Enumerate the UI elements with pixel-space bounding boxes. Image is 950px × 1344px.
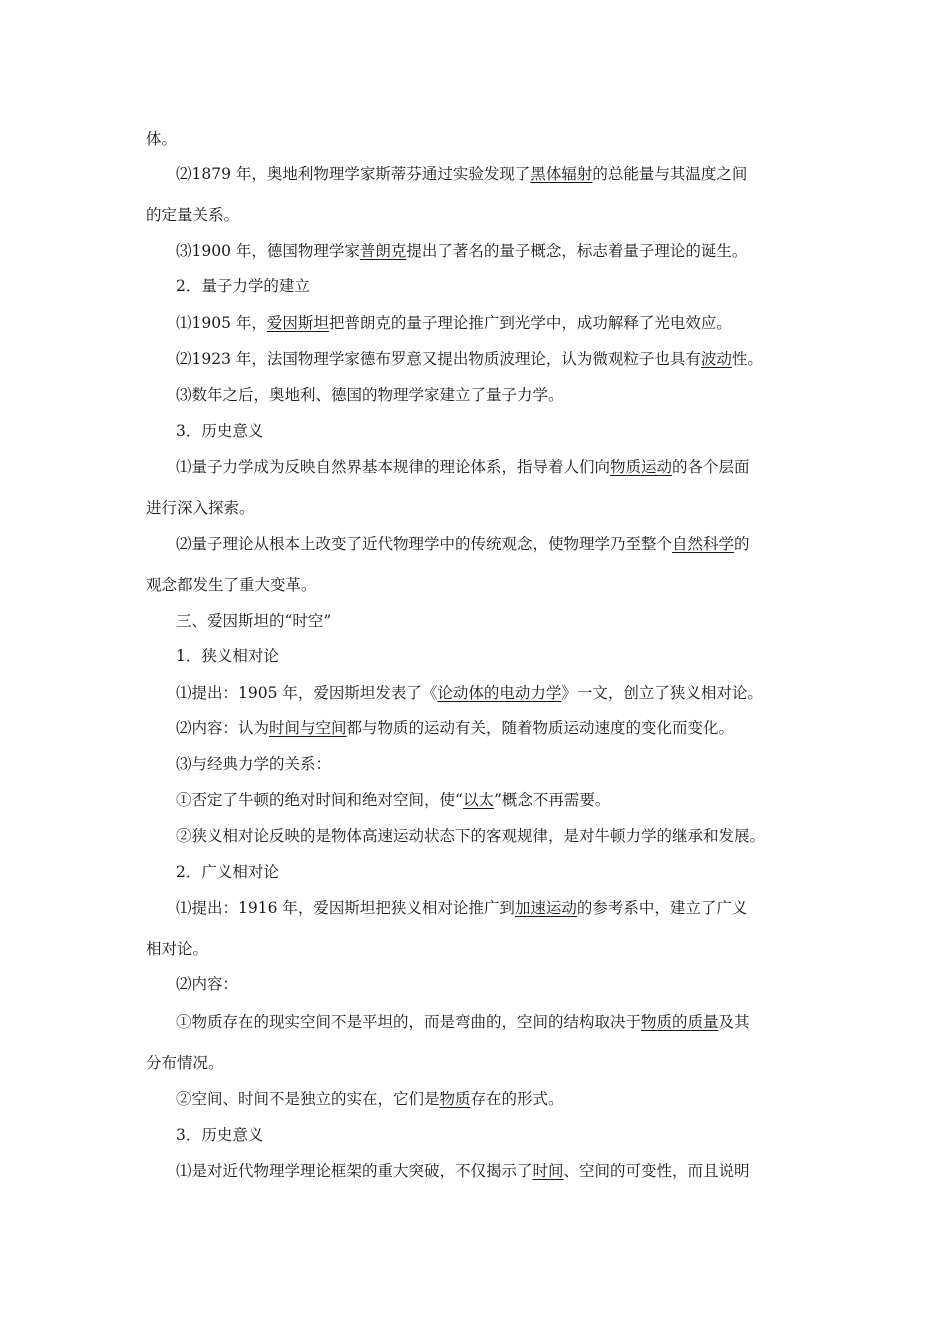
text-segment: ⑴量子力学成为反映自然界基本规律的理论体系，指导着人们向 <box>176 458 611 476</box>
underlined-term: 爱因斯坦 <box>266 314 329 332</box>
text-segment: ⑵内容：认为 <box>176 719 270 737</box>
text-segment: 性。 <box>731 350 763 368</box>
text-segment: 的各个层面 <box>672 458 750 476</box>
text-line <box>176 682 950 704</box>
text-line <box>176 1124 950 1146</box>
text-segment: ①物质存在的现实空间不是平坦的，而是弯曲的，空间的结构取决于 <box>176 1013 642 1031</box>
underlined-term: 物质运动 <box>610 458 673 476</box>
text-segment: 的总能量与其温度之间 <box>592 165 748 183</box>
text-segment: ”概念不再需要。 <box>493 791 611 809</box>
text-segment: 存在的形式。 <box>470 1090 564 1108</box>
text-line <box>146 938 950 960</box>
text-line <box>176 973 950 995</box>
text-segment: 3．历史意义 <box>176 422 264 440</box>
underlined-term: 物质的质量 <box>641 1013 719 1031</box>
text-segment: 三、爱因斯坦的“时空” <box>176 612 332 630</box>
text-segment: ⑶与经典力学的关系： <box>176 755 332 773</box>
text-line <box>176 275 950 297</box>
underlined-term: 自然科学 <box>672 535 735 553</box>
text-segment: 相对论。 <box>146 940 209 958</box>
text-segment: 2．广义相对论 <box>176 863 279 881</box>
text-segment: 把普朗克的量子理论推广到光学中，成功解释了光电效应。 <box>328 314 732 332</box>
text-line <box>176 456 950 478</box>
text-segment: 都与物质的运动有关，随着物质运动速度的变化而变化。 <box>346 719 735 737</box>
text-segment: ①否定了牛顿的绝对时间和绝对空间，使“ <box>176 791 463 809</box>
text-segment: ⑵1923 年，法国物理学家德布罗意又提出物质波理论，认为微观粒子也具有 <box>176 350 701 368</box>
text-line <box>176 533 950 555</box>
text-line <box>146 204 950 226</box>
text-line <box>146 1052 950 1074</box>
text-segment: 3．历史意义 <box>176 1126 264 1144</box>
text-line <box>176 420 950 442</box>
text-segment: 及其 <box>718 1013 750 1031</box>
underlined-term: 论动体的电动力学 <box>437 684 562 702</box>
text-line <box>176 163 950 185</box>
text-line <box>176 1160 950 1182</box>
text-line <box>176 717 950 739</box>
text-line <box>176 645 950 667</box>
text-line <box>176 1088 950 1110</box>
text-line <box>146 497 950 519</box>
text-segment: ⑵量子理论从根本上改变了近代物理学中的传统观念，使物理学乃至整个 <box>176 535 673 553</box>
underlined-term: 时间 <box>532 1162 564 1180</box>
text-segment: 1．狭义相对论 <box>176 647 279 665</box>
text-line <box>176 312 950 334</box>
text-segment: ⑶数年之后，奥地利、德国的物理学家建立了量子力学。 <box>176 386 564 404</box>
text-segment: ⑴1905 年， <box>176 314 267 332</box>
text-segment: 分布情况。 <box>146 1054 224 1072</box>
text-line <box>146 128 950 150</box>
text-line <box>176 1011 950 1033</box>
text-line <box>176 825 950 847</box>
text-segment: 体。 <box>146 130 178 148</box>
text-segment: ⑴提出：1905 年，爱因斯坦发表了《 <box>176 684 438 702</box>
text-segment: 的定量关系。 <box>146 206 240 224</box>
text-segment: 》一文，创立了狭义相对论。 <box>561 684 763 702</box>
underlined-term: 普朗克 <box>359 242 407 260</box>
text-line <box>176 348 950 370</box>
text-segment: ⑵内容： <box>176 975 239 993</box>
text-segment: ⑴提出：1916 年，爱因斯坦把狭义相对论推广到 <box>176 899 515 917</box>
underlined-term: 波动 <box>700 350 732 368</box>
underlined-term: 时间与空间 <box>269 719 347 737</box>
text-segment: ⑶1900 年，德国物理学家 <box>176 242 360 260</box>
underlined-term: 物质 <box>439 1090 471 1108</box>
text-segment: 提出了著名的量子概念，标志着量子理论的诞生。 <box>406 242 748 260</box>
underlined-term: 加速运动 <box>514 899 577 917</box>
text-segment: ②狭义相对论反映的是物体高速运动状态下的客观规律，是对牛顿力学的继承和发展。 <box>176 827 766 845</box>
text-segment: ⑴是对近代物理学理论框架的重大突破，不仅揭示了 <box>176 1162 533 1180</box>
text-segment: 2．量子力学的建立 <box>176 277 310 295</box>
text-segment: 的 <box>734 535 750 553</box>
text-segment: ⑵1879 年，奥地利物理学家斯蒂芬通过实验发现了 <box>176 165 531 183</box>
text-line <box>176 610 950 632</box>
text-line <box>176 384 950 406</box>
text-line <box>176 753 950 775</box>
text-line <box>146 574 950 596</box>
text-line <box>176 789 950 811</box>
underlined-term: 以太 <box>462 791 494 809</box>
text-line <box>176 240 950 262</box>
text-segment: 、空间的可变性，而且说明 <box>563 1162 750 1180</box>
text-segment: 观念都发生了重大变革。 <box>146 576 317 594</box>
underlined-term: 黑体辐射 <box>530 165 593 183</box>
text-line <box>176 897 950 919</box>
text-segment: ②空间、时间不是独立的实在，它们是 <box>176 1090 440 1108</box>
text-segment: 的参考系中，建立了广义 <box>576 899 748 917</box>
text-segment: 进行深入探索。 <box>146 499 255 517</box>
text-line <box>176 861 950 883</box>
